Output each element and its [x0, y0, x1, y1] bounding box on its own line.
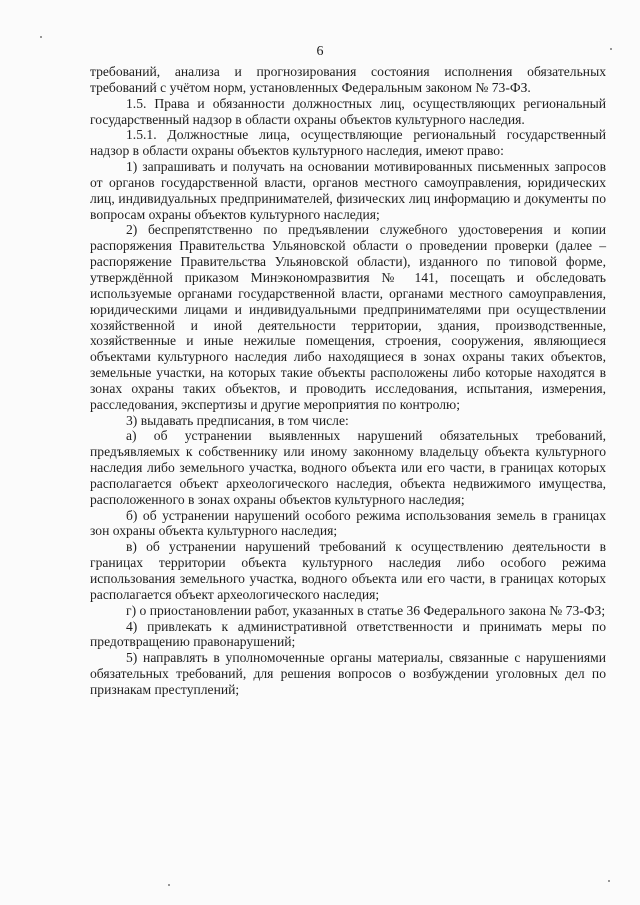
paragraph-section-1-5-1: 1.5.1. Должностные лица, осуществляющие региональный государственный надзор в области охраны объектов культурного наследия, имеют право: [90, 127, 606, 159]
paragraph-item-3a: а) об устранении выявленных нарушений обязательных требований, предъявляемых к собственнику или иному законному владельцу объекта культурного наследия либо земельного участка, водного объекта или его части, в границах которых располагается объект археологического наследия, объекта недвижимого имущества, расположенного в зонах охраны объектов культурного наследия; [90, 428, 606, 507]
paragraph-item-1: 1) запрашивать и получать на основании мотивированных письменных запросов от органов государственной власти, органов местного самоуправления, юридических лиц, индивидуальных предпринимателей, физических лиц информацию и документы по вопросам охраны объектов культурного наследия; [90, 159, 606, 222]
paragraph-item-2: 2) беспрепятственно по предъявлении служебного удостоверения и копии распоряжения Правительства Ульяновской области о проведении проверки (далее – распоряжение Правительства Ульяновской области), изданного по типовой форме, утверждённой приказом Минэкономразвития № 141, посещать и обследовать используемые органами государственной власти, органами местного самоуправления, юридическими лицами и индивидуальными предпринимателями при осуществлении хозяйственной и иной деятельности территории, здания, производственные, хозяйственные и иные нежилые помещения, строения, сооружения, являющиеся объектами культурного наследия либо находящиеся в зонах охраны таких объектов, земельные участки, на которых такие объекты расположены либо которые находятся в зонах охраны таких объектов, и проводить исследования, испытания, измерения, расследования, экспертизы и другие мероприятия по контролю; [90, 222, 606, 412]
paragraph-item-3v: в) об устранении нарушений требований к осуществлению деятельности в границах территории объекта культурного наследия либо особого режима использования земельного участка, водного объекта или его части, в границах которых располагается объект археологического наследия; [90, 539, 606, 602]
paragraph-item-3: 3) выдавать предписания, в том числе: [126, 412, 349, 428]
paragraph-continuation: требований, анализа и прогнозирования состояния исполнения обязательных требований с учётом норм, установленных Федеральным законом № 73-ФЗ. [90, 64, 606, 95]
scan-speck [608, 880, 610, 882]
paragraph-item-3b: б) об устранении нарушений особого режима использования земель в границах зон охраны объекта культурного наследия; [90, 507, 606, 539]
paragraph-item-3g: г) о приостановлении работ, указанных в статье 36 Федерального закона № 73-ФЗ; [126, 602, 606, 618]
paragraph-item-5: 5) направлять в уполномоченные органы материалы, связанные с нарушениями обязательных требований, для решения вопросов о возбуждении уголовных дел по признакам преступлений; [90, 650, 606, 697]
page-number: 6 [316, 44, 324, 59]
document-body [90, 64, 606, 698]
paragraph-section-1-5: 1.5. Права и обязанности должностных лиц, осуществляющих региональный государственный надзор в области охраны объектов культурного наследия. [90, 95, 606, 127]
scan-speck [610, 48, 612, 50]
scan-speck [40, 36, 42, 38]
paragraph-item-4: 4) привлекать к административной ответственности и принимать меры по предотвращению правонарушений; [90, 618, 606, 650]
scan-speck [168, 884, 170, 886]
